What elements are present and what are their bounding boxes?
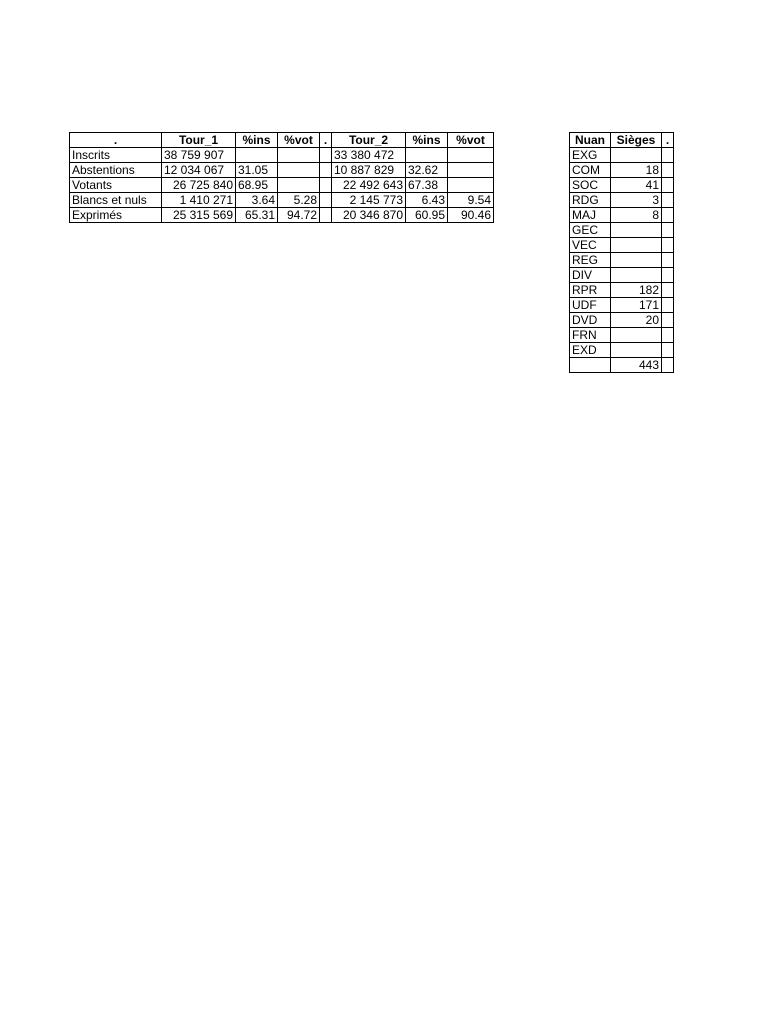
seat-count: 182 <box>611 283 662 298</box>
table-row <box>70 208 494 223</box>
extra-cell <box>662 208 674 223</box>
vot1-value <box>278 163 320 178</box>
seats-row <box>570 178 674 193</box>
row-label: Votants <box>70 178 162 193</box>
vot1-value <box>278 178 320 193</box>
seats-row <box>570 163 674 178</box>
extra-cell <box>662 298 674 313</box>
seats-row <box>570 328 674 343</box>
header-ins-2: %ins <box>406 133 448 148</box>
vot2-value <box>448 178 494 193</box>
extra-cell <box>662 238 674 253</box>
row-label: Blancs et nuls <box>70 193 162 208</box>
table-row <box>70 163 494 178</box>
nuance-code: EXG <box>570 148 611 163</box>
tour1-value: 25 315 569 <box>162 208 236 223</box>
results-table <box>69 132 494 223</box>
tour2-value: 2 145 773 <box>332 193 406 208</box>
table-row <box>70 193 494 208</box>
header-vot-1: %vot <box>278 133 320 148</box>
tour1-value: 1 410 271 <box>162 193 236 208</box>
nuance-code: REG <box>570 253 611 268</box>
separator-cell <box>320 178 332 193</box>
tour2-value: 10 887 829 <box>332 163 406 178</box>
ins1-value: 31.05 <box>236 163 278 178</box>
ins1-value: 3.64 <box>236 193 278 208</box>
tour1-value: 38 759 907 <box>162 148 236 163</box>
header-vot-2: %vot <box>448 133 494 148</box>
seats-row <box>570 193 674 208</box>
nuance-code: FRN <box>570 328 611 343</box>
extra-cell <box>662 223 674 238</box>
header-sieges: Sièges <box>611 133 662 148</box>
nuance-code <box>570 358 611 373</box>
seats-body <box>570 148 674 373</box>
tour2-value: 33 380 472 <box>332 148 406 163</box>
tour2-value: 22 492 643 <box>332 178 406 193</box>
header-ins-1: %ins <box>236 133 278 148</box>
tour2-value: 20 346 870 <box>332 208 406 223</box>
table-row <box>70 148 494 163</box>
extra-cell <box>662 148 674 163</box>
row-label: Inscrits <box>70 148 162 163</box>
header-label-col: . <box>70 133 162 148</box>
seats-table <box>569 132 674 373</box>
seat-count <box>611 343 662 358</box>
header-nuance: Nuan <box>570 133 611 148</box>
extra-cell <box>662 268 674 283</box>
nuance-code: SOC <box>570 178 611 193</box>
ins2-value <box>406 148 448 163</box>
seat-count: 8 <box>611 208 662 223</box>
seats-row <box>570 283 674 298</box>
ins1-value: 65.31 <box>236 208 278 223</box>
seat-count: 3 <box>611 193 662 208</box>
nuance-code: COM <box>570 163 611 178</box>
seats-row <box>570 208 674 223</box>
seat-count <box>611 223 662 238</box>
seats-row <box>570 268 674 283</box>
vot2-value <box>448 148 494 163</box>
extra-cell <box>662 328 674 343</box>
extra-cell <box>662 283 674 298</box>
header-extra: . <box>662 133 674 148</box>
separator-cell <box>320 208 332 223</box>
vot2-value: 9.54 <box>448 193 494 208</box>
seats-row <box>570 298 674 313</box>
row-label: Abstentions <box>70 163 162 178</box>
ins2-value: 32.62 <box>406 163 448 178</box>
tour1-value: 26 725 840 <box>162 178 236 193</box>
extra-cell <box>662 178 674 193</box>
nuance-code: RDG <box>570 193 611 208</box>
vot1-value <box>278 148 320 163</box>
nuance-code: DVD <box>570 313 611 328</box>
vot2-value <box>448 163 494 178</box>
seat-count: 18 <box>611 163 662 178</box>
ins2-value: 6.43 <box>406 193 448 208</box>
vot1-value: 94.72 <box>278 208 320 223</box>
ins2-value: 60.95 <box>406 208 448 223</box>
nuance-code: VEC <box>570 238 611 253</box>
extra-cell <box>662 343 674 358</box>
vot2-value: 90.46 <box>448 208 494 223</box>
seat-count <box>611 328 662 343</box>
header-separator: . <box>320 133 332 148</box>
seats-row <box>570 358 674 373</box>
seats-row <box>570 253 674 268</box>
ins1-value: 68.95 <box>236 178 278 193</box>
nuance-code: GEC <box>570 223 611 238</box>
ins2-value: 67.38 <box>406 178 448 193</box>
header-tour-2: Tour_2 <box>332 133 406 148</box>
separator-cell <box>320 163 332 178</box>
extra-cell <box>662 163 674 178</box>
seats-row <box>570 148 674 163</box>
nuance-code: MAJ <box>570 208 611 223</box>
separator-cell <box>320 148 332 163</box>
seat-count <box>611 268 662 283</box>
seats-row <box>570 223 674 238</box>
seat-count: 20 <box>611 313 662 328</box>
seat-count <box>611 238 662 253</box>
extra-cell <box>662 193 674 208</box>
seat-count: 171 <box>611 298 662 313</box>
seat-count: 41 <box>611 178 662 193</box>
nuance-code: UDF <box>570 298 611 313</box>
results-header-row <box>70 133 494 148</box>
vot1-value: 5.28 <box>278 193 320 208</box>
ins1-value <box>236 148 278 163</box>
table-row <box>70 178 494 193</box>
extra-cell <box>662 358 674 373</box>
nuance-code: RPR <box>570 283 611 298</box>
seat-count <box>611 253 662 268</box>
seat-count: 443 <box>611 358 662 373</box>
seats-row <box>570 343 674 358</box>
separator-cell <box>320 193 332 208</box>
seats-row <box>570 313 674 328</box>
extra-cell <box>662 313 674 328</box>
seats-row <box>570 238 674 253</box>
row-label: Exprimés <box>70 208 162 223</box>
seats-header-row <box>570 133 674 148</box>
extra-cell <box>662 253 674 268</box>
tour1-value: 12 034 067 <box>162 163 236 178</box>
nuance-code: EXD <box>570 343 611 358</box>
header-tour-1: Tour_1 <box>162 133 236 148</box>
seat-count <box>611 148 662 163</box>
nuance-code: DIV <box>570 268 611 283</box>
